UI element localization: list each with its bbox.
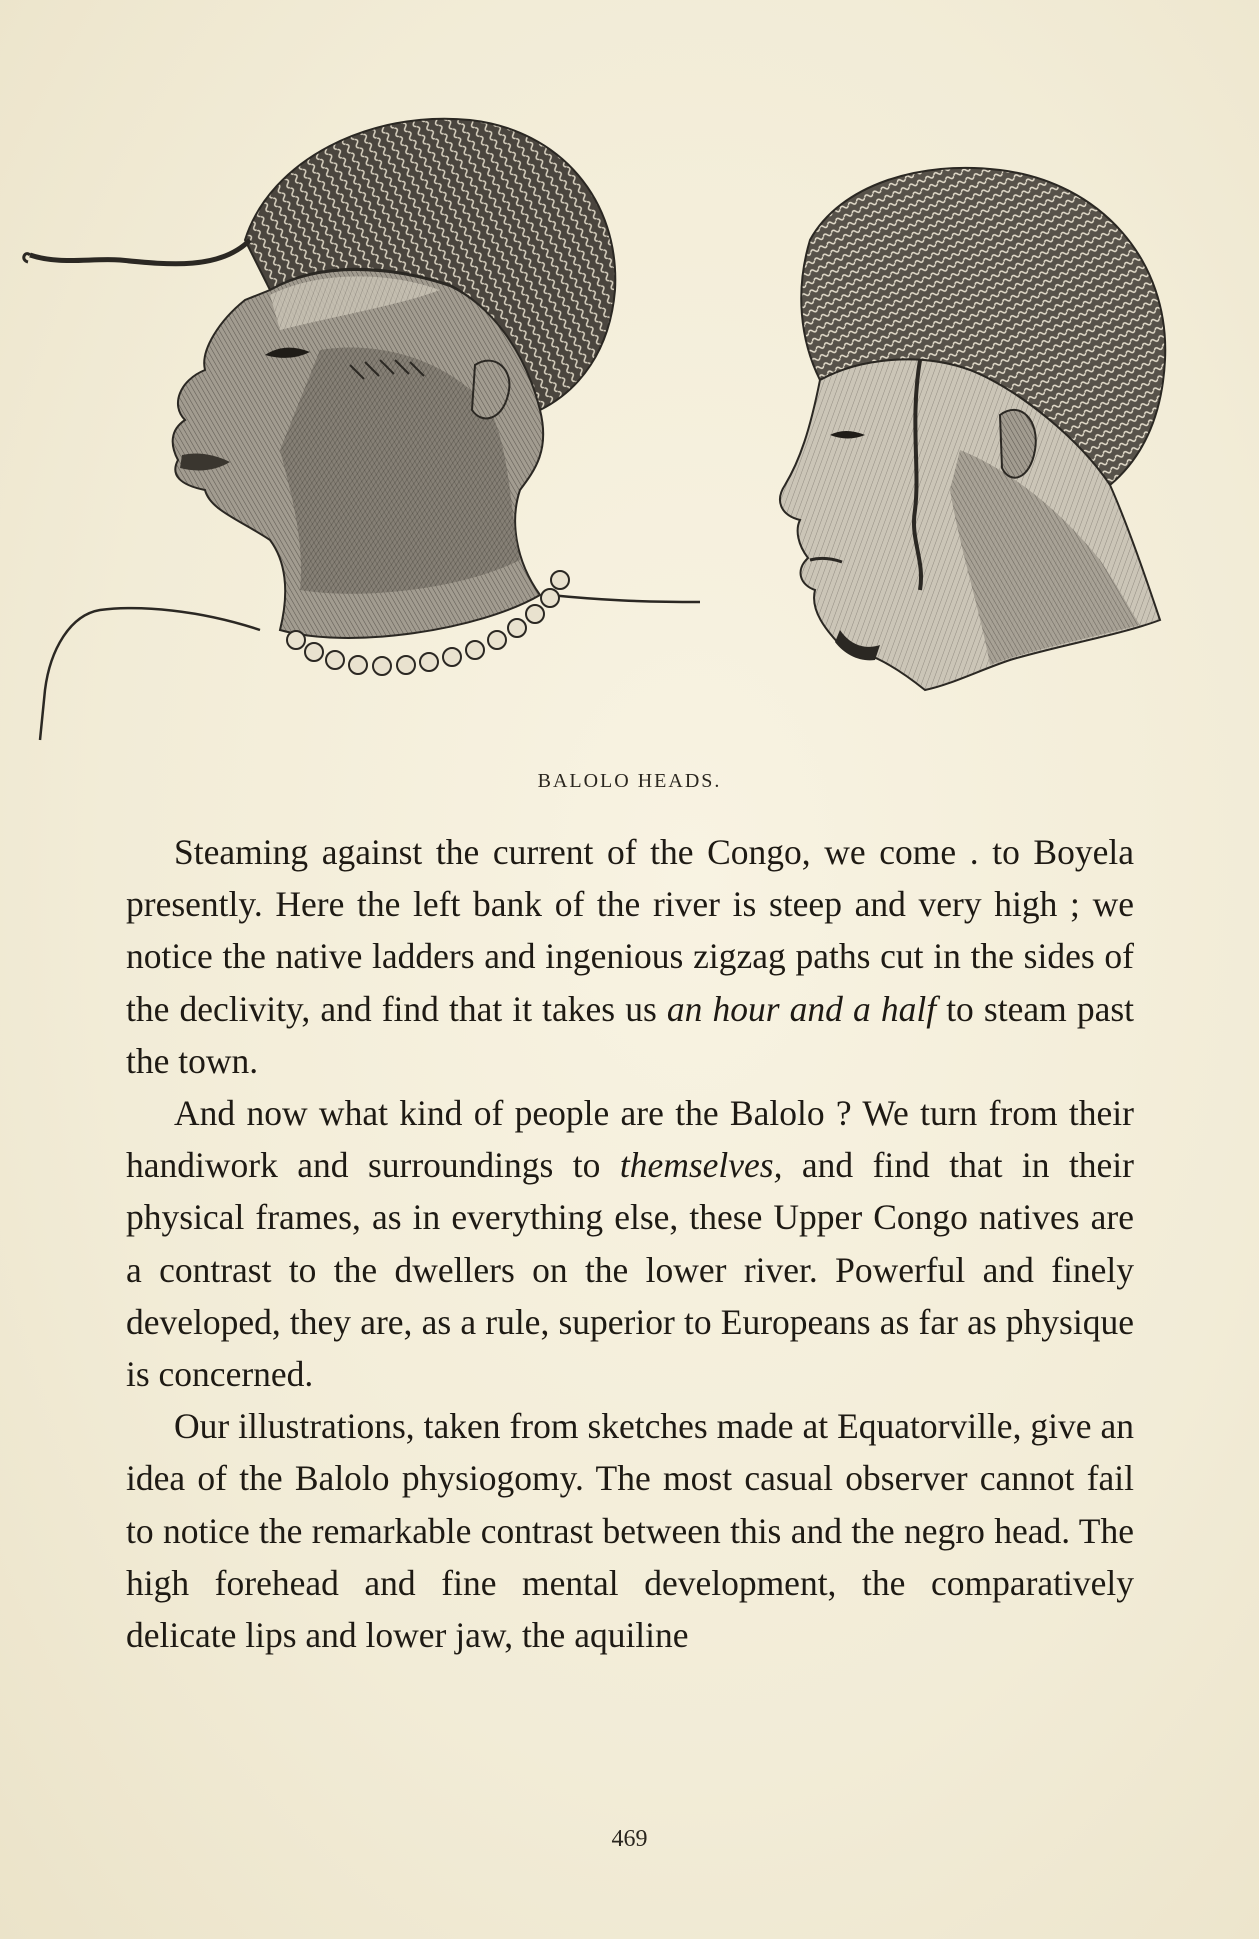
text-segment-italic: themselves,: [619, 1145, 783, 1186]
text-segment: And now what kind of people are the Balolo ? We turn from their handiwork and surroundings to: [126, 1093, 1134, 1186]
text-segment: Our illustrations, taken from sketches made at Equatorville, give an idea of the Balolo physiogomy. The most casual observer cannot fail to notice the remarkable contrast between this and the negro head. The high forehead and fine mental development, the comparatively delicate lips and lower jaw, the aquiline: [126, 1406, 1134, 1656]
figure-caption: BALOLO HEADS.: [537, 770, 722, 792]
page-number: 469: [611, 1826, 648, 1852]
paragraph-3: [126, 1400, 1134, 1661]
text-segment-italic: an hour and a half: [666, 988, 937, 1029]
paragraph-2: [126, 1087, 1134, 1400]
right-head-drawing: [780, 168, 1165, 690]
text-segment: and find that in their physical frames, as in everything else, these Upper Congo natives are a contrast to the dwellers on the lower river. Powerful and finely developed, they are, as a rule, superior to Europeans as far as physique is concerned.: [126, 1145, 1134, 1395]
text-segment: to steam past the town.: [126, 988, 1135, 1081]
balolo-heads-illustration: [20, 90, 1190, 770]
left-head-drawing: [24, 119, 700, 740]
text-segment: Steaming against the current of the Congo, we come . to Boyela presently. Here the left bank of the river is steep and very high ; we notice the native ladders and ingenious zigzag paths cut in the sides of the declivity, and find that it takes us: [126, 832, 1134, 1029]
body-text: [126, 826, 1134, 1661]
paragraph-1: [126, 826, 1134, 1087]
